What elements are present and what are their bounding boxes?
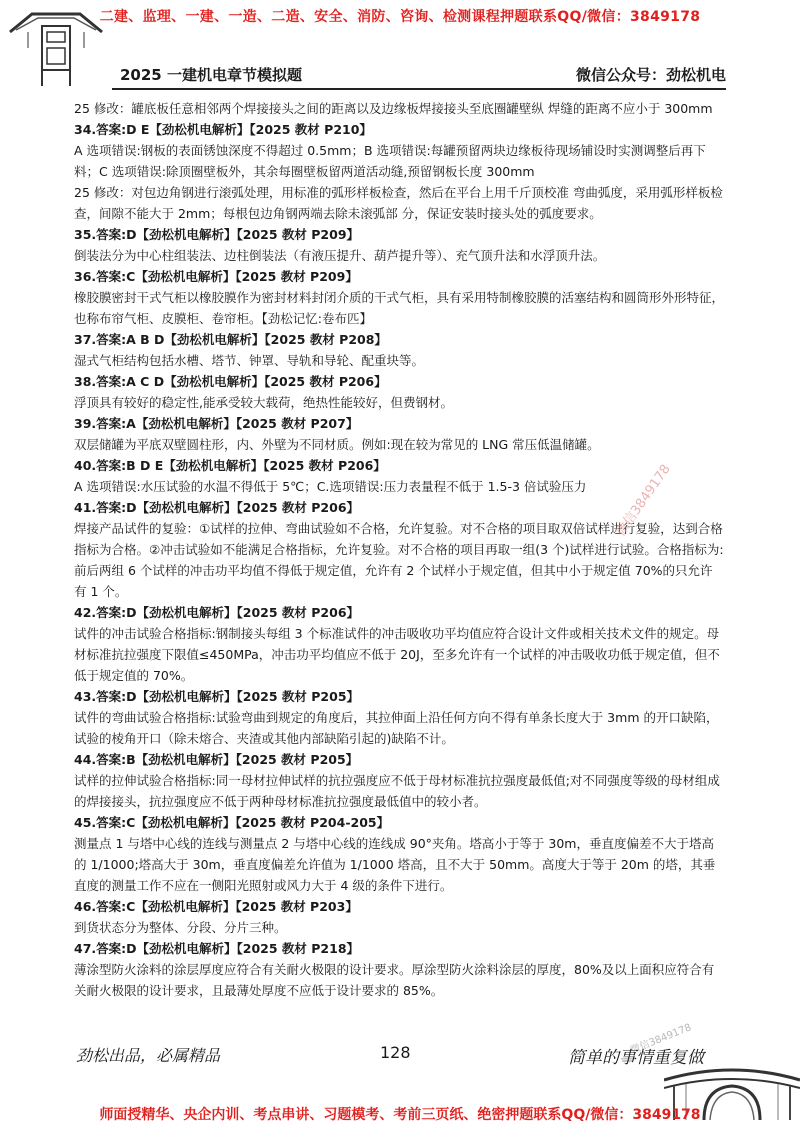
footer-slogan-left: 劲松出品，必属精品 bbox=[76, 1046, 221, 1065]
explanation-line: 25 修改：对包边角钢进行滚弧处理，用标准的弧形样板检查，然后在平台上用千斤顶校准 弯曲弧度，采用弧形样板检查，间隙不能大于 2mm；每根包边角钢两端去除未滚弧部 分，保证安装时接头处的弧度要求。 bbox=[74, 185, 723, 221]
explanation-line: 双层储罐为平底双壁圆柱形，内、外壁为不同材质。例如:现在较为常见的 LNG 常压低温储罐。 bbox=[74, 437, 600, 452]
building-logo bbox=[8, 8, 104, 88]
diagonal-watermark: 微信3849178 bbox=[613, 461, 674, 540]
answer-heading: 34.答案:D E【劲松机电解析】【2025 教材 P210】 bbox=[74, 122, 372, 137]
explanation-line: 测量点 1 与塔中心线的连线与测量点 2 与塔中心线的连线成 90°夹角。塔高小于等于 30m，垂直度偏差不大于塔高的 1/1000;塔高大于 30m，垂直度偏差允许值为 1/1000 塔高，且不大于 50mm。高度大于等于 20m 的塔，其垂直度的测量工作不应在一侧阳光照射或风力大于 4 级的条件下进行。 bbox=[74, 836, 716, 893]
explanation-line: 试件的冲击试验合格指标:钢制接头每组 3 个标准试件的冲击吸收功平均值应符合设计文件或相关技术文件的规定。母材标准抗拉强度下限值≤450MPa，冲击功平均值应不低于 20J，至多允许有一个试样的冲击吸收功低于规定值，但不低于规定值的 70%。 bbox=[74, 626, 720, 683]
explanation-line: 浮顶具有较好的稳定性,能承受较大载荷，绝热性能较好，但费钢材。 bbox=[74, 395, 453, 410]
answer-heading: 44.答案:B【劲松机电解析】【2025 教材 P205】 bbox=[74, 752, 359, 767]
answer-heading: 42.答案:D【劲松机电解析】【2025 教材 P206】 bbox=[74, 605, 360, 620]
explanation-line: 试件的弯曲试验合格指标:试验弯曲到规定的角度后，其拉伸面上沿任何方向不得有单条长度大于 3mm 的开口缺陷，试验的棱角开口（除未熔合、夹渣或其他内部缺陷引起的)缺陷不计。 bbox=[74, 710, 719, 746]
explanation-line: 倒装法分为中心柱组装法、边柱倒装法（有液压提升、葫芦提升等）、充气顶升法和水浮顶升法。 bbox=[74, 248, 606, 263]
answer-block bbox=[74, 602, 724, 686]
answer-block bbox=[74, 119, 724, 224]
answer-block bbox=[74, 686, 724, 749]
page-header bbox=[112, 62, 726, 90]
answer-block bbox=[74, 98, 724, 119]
page-number: 128 bbox=[380, 1043, 411, 1062]
answer-content bbox=[74, 98, 724, 1001]
answer-block bbox=[74, 938, 724, 1001]
answer-block bbox=[74, 329, 724, 371]
answer-heading: 40.答案:B D E【劲松机电解析】【2025 教材 P206】 bbox=[74, 458, 386, 473]
bottom-banner: 师面授精华、央企内训、考点串讲、习题模考、考前三页纸、绝密押题联系QQ/微信：3849178 bbox=[99, 1107, 701, 1123]
answer-heading: 47.答案:D【劲松机电解析】【2025 教材 P218】 bbox=[74, 941, 360, 956]
answer-heading: 46.答案:C【劲松机电解析】【2025 教材 P203】 bbox=[74, 899, 358, 914]
explanation-line: 25 修改：罐底板任意相邻两个焊接接头之间的距离以及边缘板焊接接头至底圈罐壁纵 焊缝的距离不应小于 300mm bbox=[74, 101, 713, 116]
top-banner: 二建、监理、一建、一造、二造、安全、消防、咨询、检测课程押题联系QQ/微信：3849178 bbox=[99, 9, 701, 25]
answer-block bbox=[74, 812, 724, 896]
explanation-line: 焊接产品试件的复验：①试样的拉伸、弯曲试验如不合格，允许复验。对不合格的项目取双倍试样进行复验，达到合格指标为合格。②冲击试验如不能满足合格指标，允许复验。对不合格的项目再取一组(3 个)试样进行试验。合格指标为:前后两组 6 个试样的冲击功平均值不得低于规定值，允许有 2 个试样小于规定值，但其中小于规定值 70%的只允许有 1 个。 bbox=[74, 521, 724, 599]
explanation-line: 湿式气柜结构包括水槽、塔节、钟罩、导轨和导轮、配重块等。 bbox=[74, 353, 425, 368]
explanation-line: A 选项错误:钢板的表面锈蚀深度不得超过 0.5mm；B 选项错误:每罐预留两块边缘板待现场铺设时实测调整后再下料；C 选项错误:除顶圈壁板外，其余每圈壁板留两道活动缝,预留钢板长度 300mm bbox=[74, 143, 706, 179]
explanation-line: 试样的拉伸试验合格指标:同一母材拉伸试样的抗拉强度应不低于母材标准抗拉强度最低值;对不同强度等级的母材组成的焊接接头，抗拉强度应不低于两种母材标准抗拉强度最低值中的较小者。 bbox=[74, 773, 720, 809]
small-watermark: 微信3849178 bbox=[629, 1022, 694, 1057]
answer-heading: 37.答案:A B D【劲松机电解析】【2025 教材 P208】 bbox=[74, 332, 387, 347]
explanation-line: 薄涂型防火涂料的涂层厚度应符合有关耐火极限的设计要求。厚涂型防火涂料涂层的厚度，80%及以上面积应符合有关耐火极限的设计要求，且最薄处厚度不应低于设计要求的 85%。 bbox=[74, 962, 715, 998]
answer-heading: 39.答案:A【劲松机电解析】【2025 教材 P207】 bbox=[74, 416, 359, 431]
header-title: 2025 一建机电章节模拟题 bbox=[120, 66, 302, 84]
answer-heading: 45.答案:C【劲松机电解析】【2025 教材 P204-205】 bbox=[74, 815, 390, 830]
answer-block bbox=[74, 266, 724, 329]
explanation-line: 橡胶膜密封干式气柜以橡胶膜作为密封材料封闭介质的干式气柜，具有采用特制橡胶膜的活塞结构和圆筒形外形特征，也称布帘气柜、皮膜柜、卷帘柜。【劲松记忆:卷布匹】 bbox=[74, 290, 725, 326]
answer-heading: 38.答案:A C D【劲松机电解析】【2025 教材 P206】 bbox=[74, 374, 387, 389]
answer-heading: 43.答案:D【劲松机电解析】【2025 教材 P205】 bbox=[74, 689, 360, 704]
header-wechat: 微信公众号：劲松机电 bbox=[575, 66, 726, 84]
explanation-line: A 选项错误:水压试验的水温不得低于 5℃；C.选项错误:压力表量程不低于 1.5-3 倍试验压力 bbox=[74, 479, 587, 494]
answer-block bbox=[74, 455, 724, 497]
explanation-line: 到货状态分为整体、分段、分片三种。 bbox=[74, 920, 287, 935]
answer-heading: 36.答案:C【劲松机电解析】【2025 教材 P209】 bbox=[74, 269, 358, 284]
answer-heading: 35.答案:D【劲松机电解析】【2025 教材 P209】 bbox=[74, 227, 360, 242]
answer-block bbox=[74, 749, 724, 812]
answer-block bbox=[74, 896, 724, 938]
answer-block bbox=[74, 224, 724, 266]
answer-heading: 41.答案:D【劲松机电解析】【2025 教材 P206】 bbox=[74, 500, 360, 515]
answer-block bbox=[74, 413, 724, 455]
footer-slogan-right: 简单的事情重复做 bbox=[568, 1048, 704, 1068]
answer-block bbox=[74, 371, 724, 413]
